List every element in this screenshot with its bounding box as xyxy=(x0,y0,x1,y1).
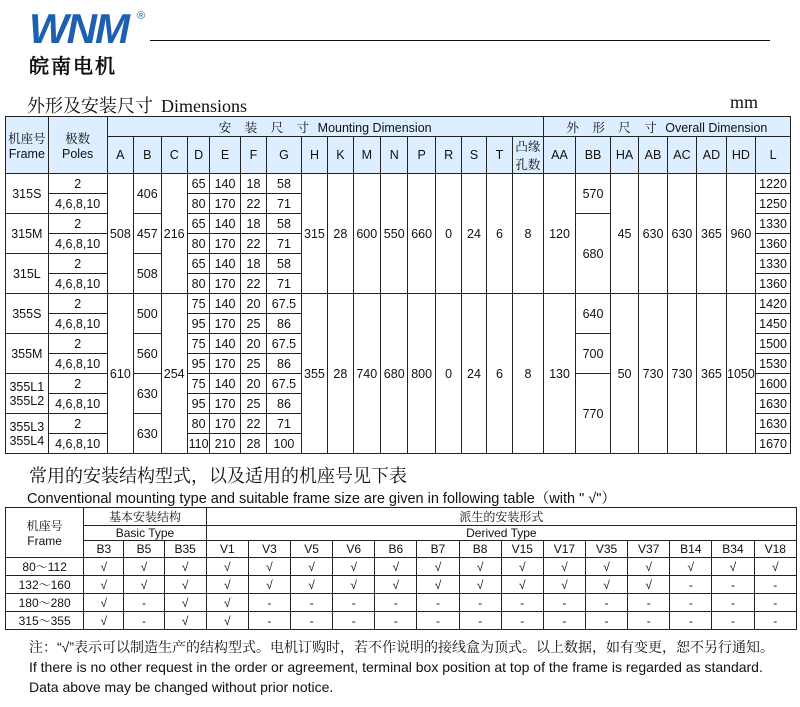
cell-D: 75 xyxy=(187,374,209,394)
availability-mark: √ xyxy=(628,576,670,594)
header-col: HD xyxy=(726,137,755,174)
frame-cell: 355L3 355L4 xyxy=(6,414,49,454)
cell-AB: 730 xyxy=(639,294,667,454)
cell-E: 140 xyxy=(210,214,240,234)
availability-mark: √ xyxy=(206,558,248,576)
poles-cell: 2 xyxy=(48,294,107,314)
availability-mark: - xyxy=(585,594,627,612)
cell-D: 80 xyxy=(187,274,209,294)
table-row xyxy=(6,612,797,630)
header-col: A xyxy=(107,137,133,174)
cell-K: 28 xyxy=(328,294,353,454)
cell-F: 22 xyxy=(240,194,266,214)
cell-E: 140 xyxy=(210,374,240,394)
cell-C: 254 xyxy=(161,294,187,454)
availability-mark: √ xyxy=(206,594,248,612)
availability-mark: √ xyxy=(459,576,501,594)
availability-mark: - xyxy=(248,612,290,630)
cell-AA: 120 xyxy=(543,174,576,294)
cell-K: 28 xyxy=(328,174,353,294)
availability-mark: √ xyxy=(712,558,754,576)
availability-mark: - xyxy=(754,576,796,594)
availability-mark: - xyxy=(124,612,164,630)
cell-T: 6 xyxy=(486,174,512,294)
cell-D: 95 xyxy=(187,314,209,334)
cell-AC: 630 xyxy=(667,174,696,294)
cell-G: 58 xyxy=(267,174,302,194)
cell-C: 216 xyxy=(161,174,187,294)
cell-E: 170 xyxy=(210,314,240,334)
cell-G: 71 xyxy=(267,274,302,294)
cell-G: 58 xyxy=(267,214,302,234)
cell-T: 6 xyxy=(486,294,512,454)
mounting-type-header: V6 xyxy=(333,541,375,558)
cell-F: 25 xyxy=(240,314,266,334)
cell-A: 508 xyxy=(107,174,133,294)
cell-BB: 680 xyxy=(576,214,611,294)
header-col: BB xyxy=(576,137,611,174)
header-col: H xyxy=(301,137,327,174)
frame-range-cell: 315～355 xyxy=(6,612,84,630)
cell-G: 71 xyxy=(267,414,302,434)
header-col: AB xyxy=(639,137,667,174)
header-basic-en: Basic Type xyxy=(84,526,206,541)
header-poles: 极数 Poles xyxy=(48,117,107,174)
mounting-type-header: V37 xyxy=(628,541,670,558)
availability-mark: - xyxy=(754,594,796,612)
cell-D: 65 xyxy=(187,174,209,194)
cell-L: 1530 xyxy=(756,354,791,374)
cell-L: 1630 xyxy=(756,394,791,414)
cell-P: 660 xyxy=(408,174,435,294)
cell-D: 95 xyxy=(187,394,209,414)
cell-D: 75 xyxy=(187,334,209,354)
cell-F: 18 xyxy=(240,254,266,274)
cell-boss: 8 xyxy=(513,294,544,454)
footnote: 注：“√”表示可以制造生产的结构型式。电机订购时，若不作说明的接线盒为顶式。以上数据，如有变更，恕不另行通知。If there is no other request in the order or agreement, terminal box position at top of the frame is regarded as standard. Data above may be changed without prior notice. xyxy=(29,639,775,695)
cell-F: 18 xyxy=(240,174,266,194)
cell-G: 86 xyxy=(267,354,302,374)
cell-L: 1630 xyxy=(756,414,791,434)
cell-L: 1360 xyxy=(756,234,791,254)
cell-R: 0 xyxy=(435,174,461,294)
cell-F: 20 xyxy=(240,374,266,394)
cell-L: 1500 xyxy=(756,334,791,354)
poles-cell: 2 xyxy=(48,334,107,354)
mounting-type-header: V3 xyxy=(248,541,290,558)
header-col: L xyxy=(756,137,791,174)
header-col: E xyxy=(210,137,240,174)
availability-mark: √ xyxy=(501,558,543,576)
availability-mark: - xyxy=(754,612,796,630)
cell-E: 140 xyxy=(210,294,240,314)
cell-L: 1360 xyxy=(756,274,791,294)
dimensions-title-en: Dimensions xyxy=(161,96,248,116)
cell-F: 20 xyxy=(240,334,266,354)
cell-S: 24 xyxy=(462,174,486,294)
availability-mark: √ xyxy=(585,576,627,594)
cell-G: 71 xyxy=(267,194,302,214)
frame-cell: 355L1 355L2 xyxy=(6,374,49,414)
availability-mark: √ xyxy=(543,576,585,594)
cell-D: 65 xyxy=(187,254,209,274)
cell-B: 630 xyxy=(134,374,161,414)
cell-B: 500 xyxy=(134,294,161,334)
header-mounting-group: 安 装 尺 寸 Mounting Dimension xyxy=(107,117,543,137)
mounting-type-header: B7 xyxy=(417,541,459,558)
cell-B: 560 xyxy=(134,334,161,374)
mounting-type-header: V1 xyxy=(206,541,248,558)
availability-mark: - xyxy=(417,612,459,630)
cell-AB: 630 xyxy=(639,174,667,294)
cell-AD: 365 xyxy=(697,294,726,454)
poles-cell: 4,6,8,10 xyxy=(48,194,107,214)
mounting-type-header: V35 xyxy=(585,541,627,558)
cell-M: 740 xyxy=(353,294,380,454)
cell-F: 25 xyxy=(240,354,266,374)
mounting-type-header: V5 xyxy=(291,541,333,558)
mounting-type-header: B3 xyxy=(84,541,124,558)
cell-B: 508 xyxy=(134,254,161,294)
cell-B: 630 xyxy=(134,414,161,454)
poles-cell: 2 xyxy=(48,414,107,434)
cell-H: 315 xyxy=(301,174,327,294)
mounting-type-table xyxy=(5,507,797,630)
cell-N: 550 xyxy=(381,174,408,294)
availability-mark: - xyxy=(501,594,543,612)
mounting-type-header: B35 xyxy=(164,541,206,558)
cell-G: 86 xyxy=(267,314,302,334)
cell-E: 140 xyxy=(210,254,240,274)
frame-cell: 315L xyxy=(6,254,49,294)
cell-E: 170 xyxy=(210,414,240,434)
logo-company-name: 皖南电机 xyxy=(29,56,117,78)
mounting-title-cn: 常用的安装结构型式，以及适用的机座号见下表 xyxy=(29,466,407,486)
cell-B: 406 xyxy=(134,174,161,214)
availability-mark: - xyxy=(459,594,501,612)
frame-range-cell: 132～160 xyxy=(6,576,84,594)
availability-mark: √ xyxy=(459,558,501,576)
availability-mark: √ xyxy=(84,612,124,630)
poles-cell: 4,6,8,10 xyxy=(48,314,107,334)
poles-cell: 2 xyxy=(48,254,107,274)
mounting-type-header: B8 xyxy=(459,541,501,558)
mounting-type-header: B14 xyxy=(670,541,712,558)
cell-L: 1600 xyxy=(756,374,791,394)
poles-cell: 4,6,8,10 xyxy=(48,434,107,454)
mounting-types-row xyxy=(6,541,797,558)
header-col-boss: 凸缘 孔数 xyxy=(513,137,544,174)
cell-L: 1670 xyxy=(756,434,791,454)
cell-S: 24 xyxy=(462,294,486,454)
availability-mark: √ xyxy=(124,558,164,576)
header-rule xyxy=(150,40,770,41)
availability-mark: - xyxy=(628,612,670,630)
header-derived-cn: 派生的安装形式 xyxy=(206,508,796,526)
cell-AA: 130 xyxy=(543,294,576,454)
availability-mark: √ xyxy=(248,558,290,576)
cell-F: 20 xyxy=(240,294,266,314)
header-col: HA xyxy=(610,137,638,174)
mounting-title-en: Conventional mounting type and suitable frame size are given in following table（with " √"） xyxy=(27,491,616,507)
cell-F: 22 xyxy=(240,274,266,294)
cell-L: 1450 xyxy=(756,314,791,334)
frame-cell: 355S xyxy=(6,294,49,334)
header-col: K xyxy=(328,137,353,174)
frame-cell: 355M xyxy=(6,334,49,374)
availability-mark: - xyxy=(670,594,712,612)
cell-D: 75 xyxy=(187,294,209,314)
header-col: AD xyxy=(697,137,726,174)
availability-mark: - xyxy=(375,612,417,630)
cell-boss: 8 xyxy=(513,174,544,294)
availability-mark: - xyxy=(124,594,164,612)
availability-mark: - xyxy=(333,594,375,612)
availability-mark: √ xyxy=(84,576,124,594)
cell-L: 1330 xyxy=(756,254,791,274)
cell-AD: 365 xyxy=(697,174,726,294)
header-derived-en: Derived Type xyxy=(206,526,796,541)
cell-BB: 770 xyxy=(576,374,611,454)
availability-mark: √ xyxy=(206,612,248,630)
availability-mark: - xyxy=(585,612,627,630)
availability-mark: - xyxy=(459,612,501,630)
availability-mark: √ xyxy=(754,558,796,576)
availability-mark: - xyxy=(291,594,333,612)
availability-mark: - xyxy=(501,612,543,630)
availability-mark: √ xyxy=(164,558,206,576)
cell-BB: 570 xyxy=(576,174,611,214)
cell-L: 1420 xyxy=(756,294,791,314)
availability-mark: √ xyxy=(164,612,206,630)
dimensions-title-cn: 外形及安装尺寸 xyxy=(27,96,153,116)
table-row xyxy=(6,576,797,594)
cell-F: 22 xyxy=(240,234,266,254)
cell-E: 210 xyxy=(210,434,240,454)
availability-mark: - xyxy=(417,594,459,612)
cell-E: 140 xyxy=(210,174,240,194)
cell-E: 170 xyxy=(210,234,240,254)
header-col: M xyxy=(353,137,380,174)
cell-G: 67.5 xyxy=(267,294,302,314)
header-col: F xyxy=(240,137,266,174)
table-row xyxy=(6,558,797,576)
availability-mark: - xyxy=(248,594,290,612)
unit-label: mm xyxy=(730,92,759,112)
availability-mark: - xyxy=(333,612,375,630)
cell-G: 58 xyxy=(267,254,302,274)
cell-L: 1220 xyxy=(756,174,791,194)
header-frame: 机座号 Frame xyxy=(6,508,84,558)
availability-mark: - xyxy=(712,576,754,594)
mounting-type-header: B5 xyxy=(124,541,164,558)
cell-G: 71 xyxy=(267,234,302,254)
cell-D: 95 xyxy=(187,354,209,374)
cell-F: 18 xyxy=(240,214,266,234)
header-col: S xyxy=(462,137,486,174)
cell-D: 65 xyxy=(187,214,209,234)
cell-A: 610 xyxy=(107,294,133,454)
poles-cell: 4,6,8,10 xyxy=(48,354,107,374)
cell-E: 170 xyxy=(210,194,240,214)
table-row xyxy=(6,174,791,194)
availability-mark: - xyxy=(712,594,754,612)
header-col: R xyxy=(435,137,461,174)
cell-E: 170 xyxy=(210,354,240,374)
availability-mark: - xyxy=(670,576,712,594)
cell-G: 67.5 xyxy=(267,334,302,354)
dimensions-table xyxy=(5,116,791,454)
cell-E: 140 xyxy=(210,334,240,354)
availability-mark: - xyxy=(628,594,670,612)
header-col: C xyxy=(161,137,187,174)
cell-D: 110 xyxy=(187,434,209,454)
mounting-type-header: V17 xyxy=(543,541,585,558)
cell-L: 1330 xyxy=(756,214,791,234)
cell-B: 457 xyxy=(134,214,161,254)
cell-D: 80 xyxy=(187,234,209,254)
header-col: N xyxy=(381,137,408,174)
cell-F: 28 xyxy=(240,434,266,454)
availability-mark: √ xyxy=(417,576,459,594)
mounting-type-header: V18 xyxy=(754,541,796,558)
cell-P: 800 xyxy=(408,294,435,454)
poles-cell: 4,6,8,10 xyxy=(48,394,107,414)
header-frame: 机座号 Frame xyxy=(6,117,49,174)
header-col: AA xyxy=(543,137,576,174)
availability-mark: √ xyxy=(628,558,670,576)
availability-mark: √ xyxy=(375,558,417,576)
cell-G: 100 xyxy=(267,434,302,454)
availability-mark: √ xyxy=(543,558,585,576)
frame-cell: 315M xyxy=(6,214,49,254)
availability-mark: √ xyxy=(124,576,164,594)
cell-HA: 50 xyxy=(610,294,638,454)
availability-mark: √ xyxy=(206,576,248,594)
availability-mark: - xyxy=(291,612,333,630)
cell-F: 22 xyxy=(240,414,266,434)
cell-G: 86 xyxy=(267,394,302,414)
availability-mark: √ xyxy=(248,576,290,594)
availability-mark: - xyxy=(712,612,754,630)
cell-HA: 45 xyxy=(610,174,638,294)
header-col: P xyxy=(408,137,435,174)
cell-G: 67.5 xyxy=(267,374,302,394)
cell-E: 170 xyxy=(210,394,240,414)
cell-AC: 730 xyxy=(667,294,696,454)
poles-cell: 4,6,8,10 xyxy=(48,274,107,294)
availability-mark: √ xyxy=(670,558,712,576)
availability-mark: √ xyxy=(501,576,543,594)
availability-mark: √ xyxy=(417,558,459,576)
logo-mark: WNM xyxy=(29,5,128,52)
mounting-type-header: B34 xyxy=(712,541,754,558)
poles-cell: 2 xyxy=(48,174,107,194)
availability-mark: - xyxy=(543,594,585,612)
availability-mark: √ xyxy=(291,576,333,594)
availability-mark: √ xyxy=(164,594,206,612)
availability-mark: √ xyxy=(333,558,375,576)
dimensions-title xyxy=(27,92,247,118)
cell-L: 1250 xyxy=(756,194,791,214)
poles-cell: 2 xyxy=(48,374,107,394)
cell-HD: 1050 xyxy=(726,294,755,454)
header-col: G xyxy=(267,137,302,174)
cell-F: 25 xyxy=(240,394,266,414)
availability-mark: √ xyxy=(291,558,333,576)
poles-cell: 4,6,8,10 xyxy=(48,234,107,254)
cell-R: 0 xyxy=(435,294,461,454)
mounting-type-header: B6 xyxy=(375,541,417,558)
cell-E: 170 xyxy=(210,274,240,294)
availability-mark: √ xyxy=(164,576,206,594)
availability-mark: - xyxy=(670,612,712,630)
poles-cell: 2 xyxy=(48,214,107,234)
cell-D: 80 xyxy=(187,414,209,434)
availability-mark: √ xyxy=(333,576,375,594)
header-overall-group: 外 形 尺 寸 Overall Dimension xyxy=(543,117,790,137)
mounting-type-header: V15 xyxy=(501,541,543,558)
header-col: B xyxy=(134,137,161,174)
cell-BB: 640 xyxy=(576,294,611,334)
header-col: D xyxy=(187,137,209,174)
cell-M: 600 xyxy=(353,174,380,294)
cell-D: 80 xyxy=(187,194,209,214)
availability-mark: √ xyxy=(375,576,417,594)
header-col: AC xyxy=(667,137,696,174)
table-row xyxy=(6,594,797,612)
header-col: T xyxy=(486,137,512,174)
frame-range-cell: 180～280 xyxy=(6,594,84,612)
frame-range-cell: 80～112 xyxy=(6,558,84,576)
table-row xyxy=(6,294,791,314)
cell-HD: 960 xyxy=(726,174,755,294)
company-logo xyxy=(29,6,149,79)
header-basic-cn: 基本安装结构 xyxy=(84,508,206,526)
availability-mark: - xyxy=(375,594,417,612)
availability-mark: √ xyxy=(585,558,627,576)
cell-BB: 700 xyxy=(576,334,611,374)
frame-cell: 315S xyxy=(6,174,49,214)
availability-mark: √ xyxy=(84,594,124,612)
availability-mark: - xyxy=(543,612,585,630)
cell-H: 355 xyxy=(301,294,327,454)
cell-N: 680 xyxy=(381,294,408,454)
registered-mark: ® xyxy=(137,10,146,22)
availability-mark: √ xyxy=(84,558,124,576)
